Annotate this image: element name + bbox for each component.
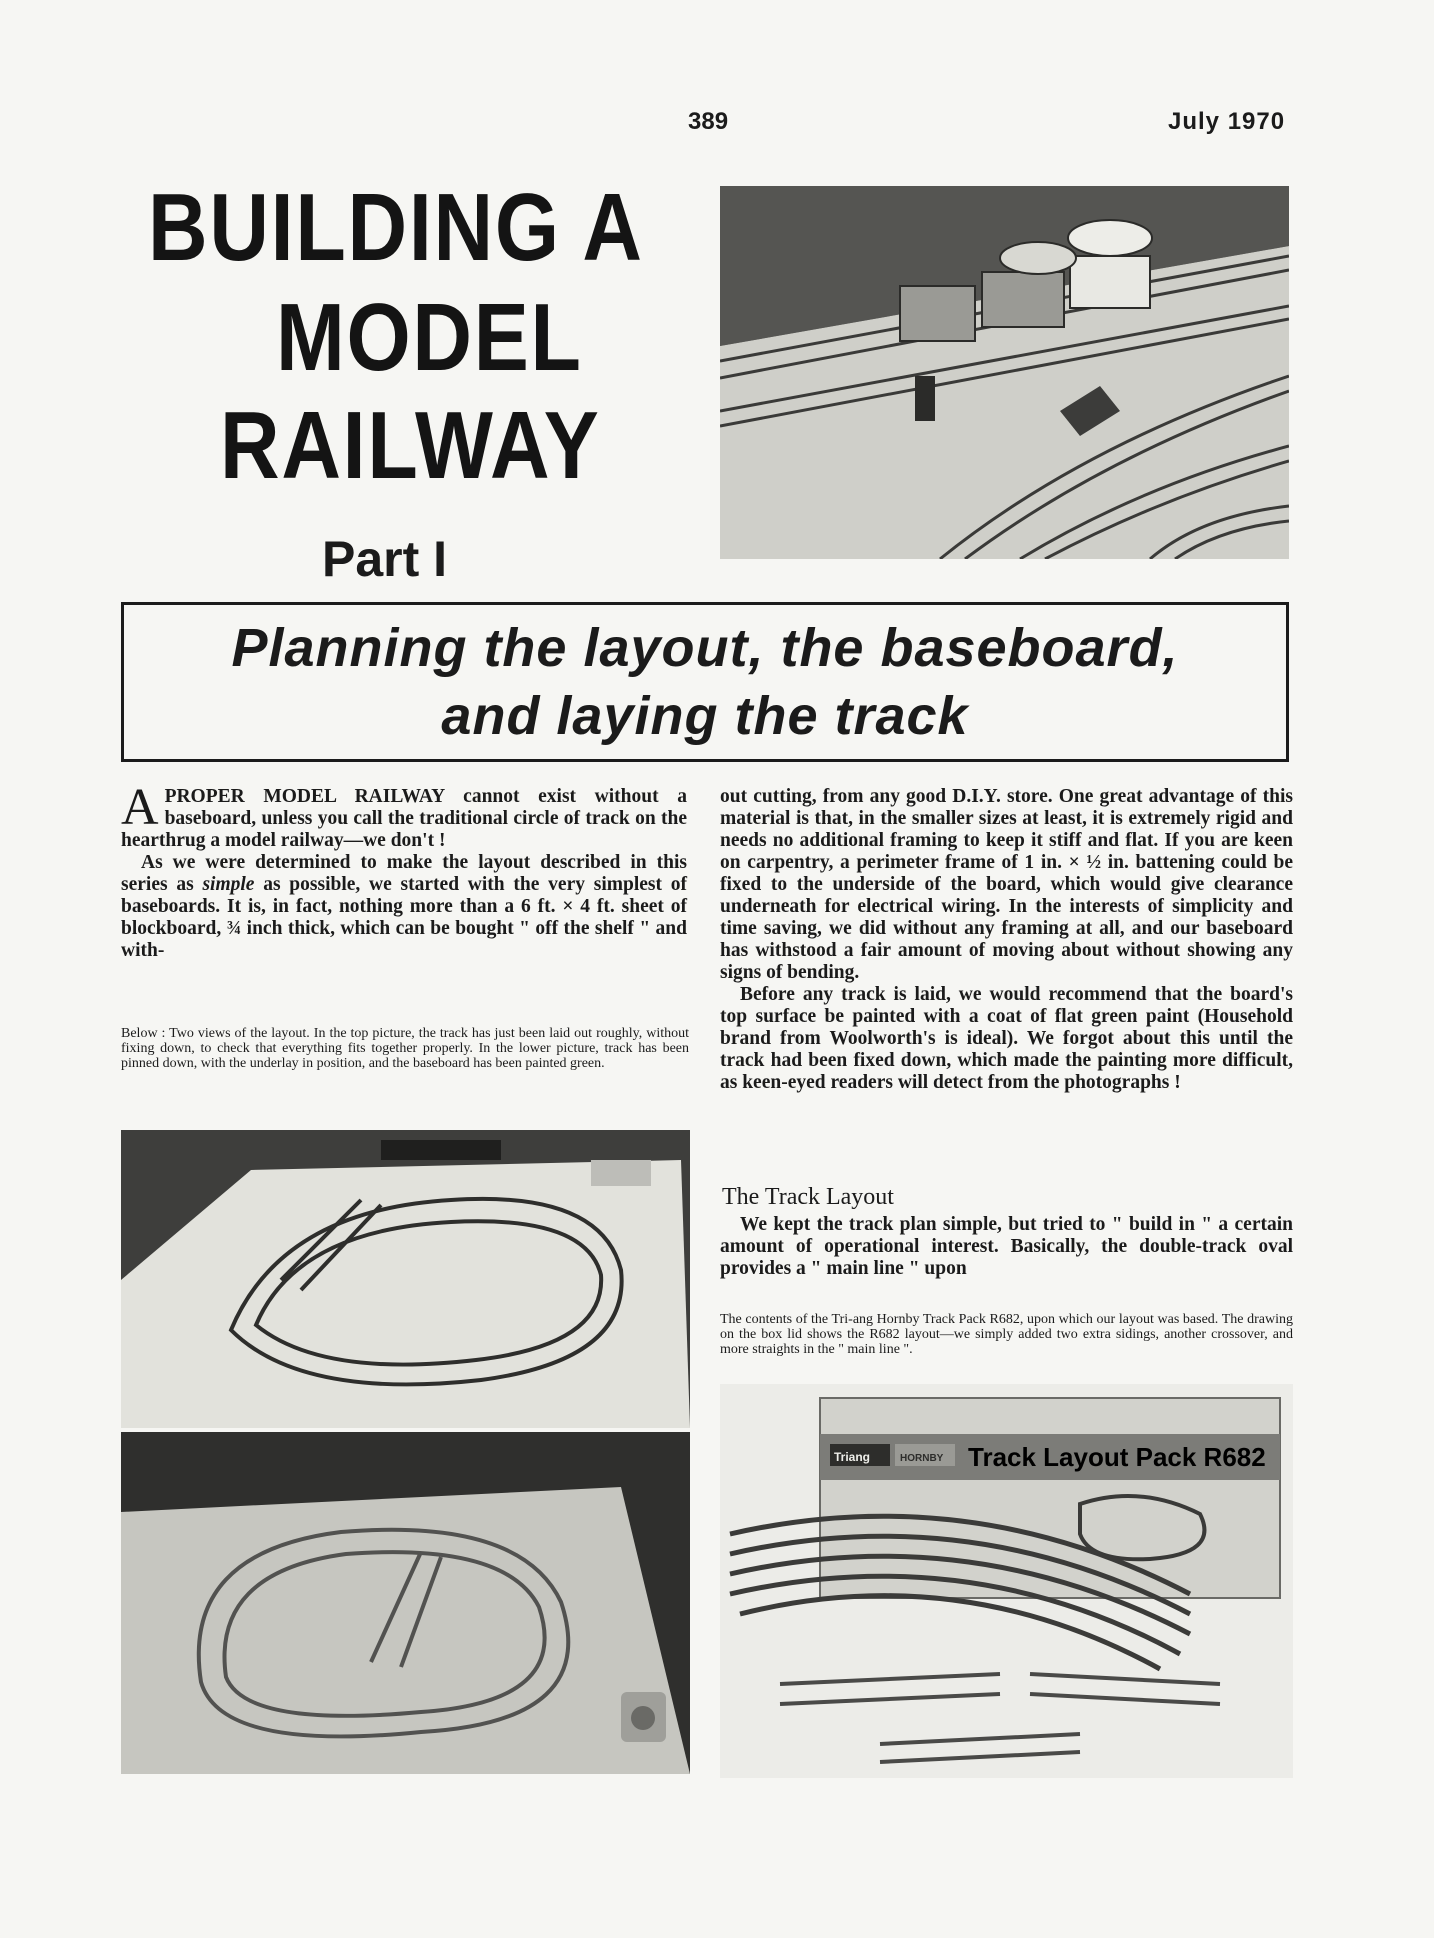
page-number: 389 (688, 108, 729, 135)
subtitle-line-1: Planning the layout, the baseboard, (231, 618, 1179, 678)
section-heading: The Track Layout (722, 1184, 894, 1210)
photo-layout-bottom (121, 1432, 690, 1774)
subtitle-line-2: and laying the track (441, 686, 969, 746)
photo-wagons (720, 186, 1289, 559)
paragraph-2-emphasis: simple (202, 874, 255, 895)
subtitle-box (121, 602, 1289, 762)
photo-layout-top (121, 1130, 690, 1428)
box-label: Track Layout Pack R682 (968, 1442, 1266, 1472)
issue-date: July 1970 (1168, 108, 1286, 135)
drop-cap: A (121, 779, 159, 836)
photo-track-pack (720, 1384, 1293, 1778)
paragraph-4: Before any track is laid, we would recommend that the board's top surface be painted with a coat of flat green paint (Household brand from Woolworth's is ideal). We forgot about this until the track had been fixed down, which made the painting more difficult, as keen-eyed readers will detect from the photographs ! (720, 984, 1293, 1093)
part-label: Part I (322, 531, 448, 587)
paragraph-1: PROPER MODEL RAILWAY cannot exist without a baseboard, unless you call the traditional circle of track on the hearthrug a model railway—we don't ! (121, 786, 687, 851)
article-column-right-lower (720, 1214, 1293, 1280)
title-line-3: RAILWAY (220, 392, 601, 499)
caption-right: The contents of the Tri-ang Hornby Track Pack R682, upon which our layout was based. The drawing on the box lid shows the R682 layout—we simply added two extra sidings, another crossover, and more straights in the " main line ". (720, 1312, 1293, 1357)
paragraph-2b: as possible, we started with the very simplest of baseboards. It is, in fact, nothing more than a 6 ft. × 4 ft. sheet of blockboard, ¾ inch thick, which can be bought " off the shelf " and with- (121, 874, 687, 961)
box-brand-2: HORNBY (900, 1453, 944, 1464)
paragraph-2a: As we were determined to make the layout described in this series as (121, 852, 687, 895)
title-line-1: BUILDING A (148, 174, 644, 281)
paragraph-3: out cutting, from any good D.I.Y. store. One great advantage of this material is that, in the smaller sizes at least, it is extremely rigid and needs no additional framing to keep it stiff and flat. If you are keen on carpentry, a perimeter frame of 1 in. × ½ in. battening could be fixed to the underside of the board, which would give clearance underneath for electrical wiring. In the interests of simplicity and time saving, we did without any framing at all, and our baseboard has withstood a fair amount of moving about without showing any signs of bending. (720, 786, 1293, 983)
article-column-right (720, 786, 1293, 1094)
box-brand-1: Triang (834, 1450, 871, 1464)
article-column-left (121, 779, 687, 962)
caption-left: Below : Two views of the layout. In the top picture, the track has just been laid out roughly, without fixing down, to check that everything fits together properly. In the lower picture, track has been pinned down, with the underlay in position, and the baseboard has been painted green. (121, 1026, 689, 1071)
title-line-2: MODEL (276, 284, 583, 391)
paragraph-5: We kept the track plan simple, but tried to " build in " a certain amount of operational interest. Basically, the double-track oval provides a " main line " upon (720, 1214, 1293, 1279)
